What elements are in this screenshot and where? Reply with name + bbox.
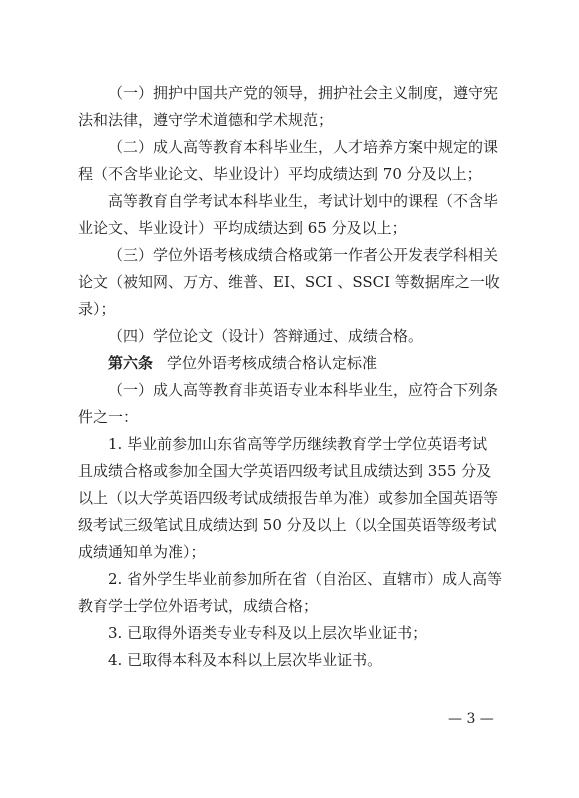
paragraph-item-3-line-2: 论文（被知网、万方、维普、EI、SCI 、SSCI 等数据库之一收 xyxy=(78,273,500,291)
paragraph-option-1-line-5: 成绩通知单为准）； xyxy=(78,543,206,561)
paragraph-self-exam-line-1: 高等教育自学考试本科毕业生，考试计划中的课程（不含毕 xyxy=(108,192,499,210)
paragraph-sub-1-line-1: （一）成人高等教育非英语专业本科毕业生，应符合下列条 xyxy=(108,381,499,399)
paragraph-option-1-line-2: 且成绩合格或参加全国大学英语四级考试且成绩达到 355 分及 xyxy=(78,462,492,480)
paragraph-option-1-line-4: 级考试三级笔试且成绩达到 50 分及以上（以全国英语等级考试 xyxy=(78,516,497,534)
paragraph-sub-1-line-2: 件之一： xyxy=(78,408,139,426)
paragraph-option-1-line-3: 以上（以大学英语四级考试成绩报告单为准）或参加全国英语等 xyxy=(78,489,499,507)
page-number: — 3 — xyxy=(448,711,494,727)
paragraph-item-1-line-1: （一）拥护中国共产党的领导，拥护社会主义制度，遵守宪 xyxy=(108,84,499,102)
paragraph-item-1-line-2: 法和法律，遵守学术道德和学术规范； xyxy=(78,111,334,129)
paragraph-item-2-line-2: 程（不含毕业论文、毕业设计）平均成绩达到 70 分及以上； xyxy=(78,165,482,183)
paragraph-item-3-line-3: 录）； xyxy=(78,300,116,318)
paragraph-self-exam-line-2: 业论文、毕业设计）平均成绩达到 65 分及以上； xyxy=(78,219,407,237)
paragraph-option-2-line-2: 教育学士学位外语考试，成绩合格； xyxy=(78,597,319,615)
paragraph-option-4: 4. 已取得本科及本科以上层次毕业证书。 xyxy=(108,651,383,669)
article-six-label: 第六条 xyxy=(108,354,154,372)
paragraph-item-4-line-1: （四）学位论文（设计）答辩通过、成绩合格。 xyxy=(108,327,424,345)
paragraph-option-1-line-1: 1. 毕业前参加山东省高等学历继续教育学士学位英语考试 xyxy=(108,435,488,453)
article-six-title: 学位外语考核成绩合格认定标准 xyxy=(167,354,378,372)
paragraph-item-2-line-1: （二）成人高等教育本科毕业生，人才培养方案中规定的课 xyxy=(108,138,499,156)
paragraph-option-2-line-1: 2. 省外学生毕业前参加所在省（自治区、直辖市）成人高等 xyxy=(108,570,503,588)
paragraph-option-3: 3. 已取得外语类专业专科及以上层次毕业证书； xyxy=(108,624,428,642)
paragraph-item-3-line-1: （三）学位外语考核成绩合格或第一作者公开发表学科相关 xyxy=(108,246,499,264)
article-six-heading xyxy=(108,353,579,373)
